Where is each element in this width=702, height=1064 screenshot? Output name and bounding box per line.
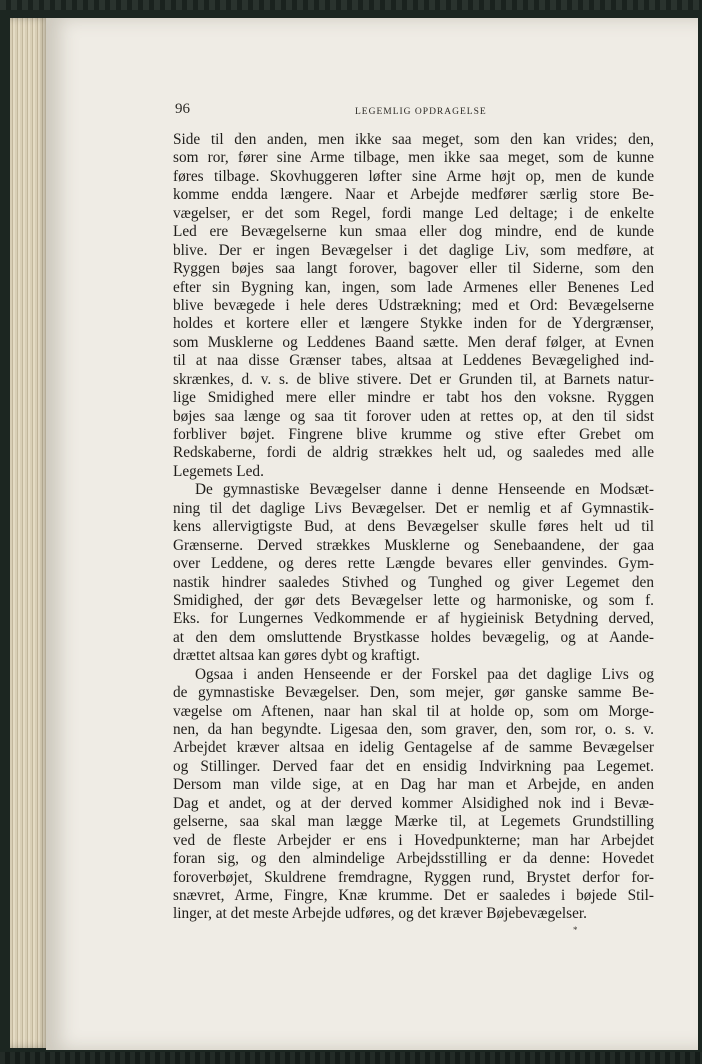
text-line: Side til den anden, men ikke saa meget, som den kan vrides; den, <box>173 131 654 148</box>
text-line: Grænserne. Derved strækkes Musklerne og Senebaandene, der gaa <box>173 536 654 554</box>
text-line: Arbejdet kræver altsaa en idelig Gentagelse af de samme Bevægelser <box>173 739 654 757</box>
page-stack-edges <box>10 18 50 1048</box>
text-line: kens allervigtigste Bud, at dens Bevægelser skulle føres helt ud til <box>173 518 654 536</box>
body-text <box>173 131 654 924</box>
text-line: nen, da han begyndte. Ligesaa den, som graver, den, som ror, o. s. v. <box>173 721 654 738</box>
text-line: Redskaberne, fordi de aldrig strækkes helt ud, og saaledes med alle <box>173 444 654 462</box>
text-line: føres tilbage. Skovhuggeren løfter sine Arme højt op, men de kunde <box>173 167 654 185</box>
text-line: foroverbøjet, Skuldrene fremdragne, Ryggen rund, Brystet derfor for- <box>173 868 654 886</box>
cover-top-edge <box>0 0 702 10</box>
text-line: blive. Der er ingen Bevægelser i det daglige Liv, som medføre, at <box>173 241 654 259</box>
footer-mark: * <box>573 925 578 935</box>
text-line: linger, at det meste Arbejde udføres, og det kræver Bøjebevægelser. <box>173 905 587 923</box>
text-line: Ogsaa i anden Henseende er der Forskel paa det daglige Livs og <box>195 665 654 683</box>
text-line: over Leddene, og deres rette Længde bevares eller genvindes. Gym- <box>173 555 654 573</box>
text-line: blive bevægede i hele deres Udstrækning; med et Ord: Bevægelserne <box>173 296 654 314</box>
text-line: ved de fleste Arbejder er ens i Hovedpunkterne; man har Arbejdet <box>173 831 654 849</box>
text-line: snævret, Arme, Fingre, Knæ krumme. Det er saaledes i bøjede Stil- <box>173 886 654 904</box>
running-head: LEGEMLIG OPDRAGELSE <box>355 107 487 117</box>
text-line: efter sin Bygning kan, ingen, som lade Armenes eller Benenes Led <box>173 278 654 296</box>
text-line: Legemets Led. <box>173 462 264 480</box>
text-line: til at naa disse Grænser tabes, altsaa at Leddenes Bevægelighed ind- <box>173 352 654 370</box>
text-line: som Musklerne og Leddenes Baand sætte. Men deraf følger, at Evnen <box>173 333 654 351</box>
text-line: foran sig, og den almindelige Arbejdsstilling er da denne: Hovedet <box>173 850 654 868</box>
text-line: forbliver bøjet. Fingrene blive krumme og stive efter Grebet om <box>173 426 654 443</box>
text-line: skrænkes, d. v. s. de blive stivere. Det er Grunden til, at Barnets natur- <box>173 370 654 388</box>
text-line: Eks. for Lungernes Vedkommende er af hygieinisk Betydning derved, <box>173 610 654 628</box>
text-line: og Stillinger. Derved faar det en ensidig Indvirkning paa Legemet. <box>173 757 654 775</box>
text-line: gelserne, saa skal man lægge Mærke til, at Legemets Grundstilling <box>173 813 654 831</box>
text-line: Led ere Bevægelserne kun smaa eller dog mindre, end de kunde <box>173 223 654 241</box>
text-line: de gymnastiske Bevægelser. Den, som mejer, gør ganske samme Be- <box>173 684 654 702</box>
text-line: lige Smidighed mere eller mindre er tabt hos den voksne. Ryggen <box>173 389 654 407</box>
text-line: Ryggen bøjes saa langt forover, bagover eller til Siderne, som den <box>173 260 654 278</box>
text-line: drættet altsaa kan gøres dybt og kraftigt. <box>173 647 420 665</box>
text-line: Smidighed, der gør dets Bevægelser lette og harmoniske, og som f. <box>173 591 654 609</box>
cover-bottom-edge <box>0 1052 702 1064</box>
text-line: bøjes saa længe og saa tit forover uden at rettes op, at den til sidst <box>173 407 654 425</box>
text-line: Dag et andet, og at der derved kommer Alsidighed nok ind i Bevæ- <box>173 794 654 812</box>
text-line: nastik hindrer saaledes Stivhed og Tunghed og giver Legemet den <box>173 573 654 591</box>
text-line: vægelse om Aftenen, naar han skal til at holde op, som om Morge- <box>173 702 654 720</box>
text-line: som ror, fører sine Arme tilbage, men ikke saa meget, som de kunne <box>173 149 654 167</box>
text-line: komme endda længere. Naar et Arbejde medfører særlig store Be- <box>173 186 654 204</box>
text-line: at den dem omsluttende Brystkasse holdes bevægelig, og at Aande- <box>173 628 654 646</box>
text-line: Dersom man vilde sige, at en Dag har man et Arbejde, en anden <box>173 776 654 794</box>
text-line: ning til det daglige Livs Bevægelser. Det er nemlig et af Gymnastik- <box>173 499 654 517</box>
text-line: holdes et kortere eller et længere Stykke inden for de Ydergrænser, <box>173 315 654 333</box>
page-number: 96 <box>175 101 190 117</box>
text-line: De gymnastiske Bevægelser danne i denne Henseende en Modsæt- <box>195 481 654 499</box>
text-line: vægelser, er det som Regel, fordi mange Led deltage; i de enkelte <box>173 204 654 222</box>
